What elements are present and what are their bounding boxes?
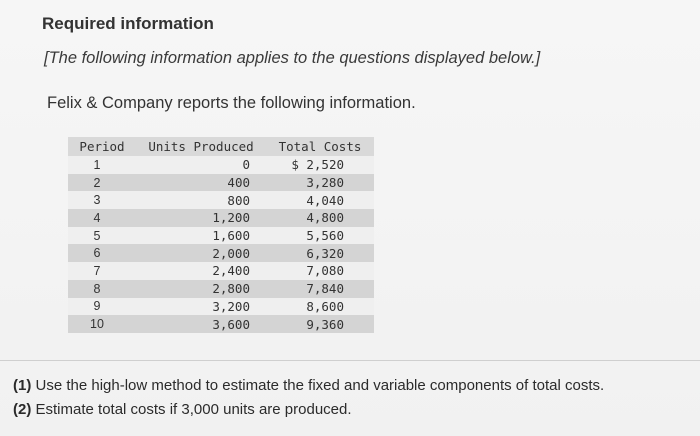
table-row	[68, 227, 374, 245]
cell-costs: 4,040	[266, 191, 374, 209]
cell-costs: 9,360	[266, 315, 374, 333]
cell-period: 10	[68, 315, 136, 333]
table-row	[68, 315, 374, 333]
cell-period: 8	[68, 280, 136, 298]
table-row	[68, 209, 374, 227]
header-period: Period	[68, 137, 136, 156]
section-heading: Required information	[42, 14, 214, 33]
cell-units: 800	[136, 191, 266, 209]
cell-units: 1,600	[136, 227, 266, 245]
cell-costs: 7,080	[266, 262, 374, 280]
question-2-number: (2)	[13, 401, 32, 418]
cell-units: 3,600	[136, 315, 266, 333]
question-1-number: (1)	[13, 377, 32, 394]
cell-units: 1,200	[136, 209, 266, 227]
table-row	[68, 280, 374, 298]
table-row	[68, 156, 374, 174]
cell-units: 2,800	[136, 280, 266, 298]
cell-period: 6	[68, 244, 136, 262]
cell-costs: 7,840	[266, 280, 374, 298]
cell-units: 2,000	[136, 244, 266, 262]
header-units-produced: Units Produced	[136, 137, 266, 156]
table-header-row	[68, 137, 374, 156]
cell-units: 400	[136, 174, 266, 192]
cell-period: 7	[68, 262, 136, 280]
cell-costs: 3,280	[266, 174, 374, 192]
data-table	[68, 137, 374, 333]
cell-units: 0	[136, 156, 266, 174]
cell-units: 2,400	[136, 262, 266, 280]
cell-costs: 4,800	[266, 209, 374, 227]
cell-units: 3,200	[136, 298, 266, 316]
context-note: [The following information applies to the questions displayed below.]	[44, 49, 541, 67]
table-row	[68, 262, 374, 280]
question-2-text: Estimate total costs if 3,000 units are produced.	[31, 401, 352, 418]
cell-costs: 6,320	[266, 244, 374, 262]
header-total-costs: Total Costs	[266, 137, 374, 156]
cell-period: 3	[68, 191, 136, 209]
table-body	[68, 156, 374, 333]
cell-period: 1	[68, 156, 136, 174]
question-1	[13, 377, 604, 394]
table-row	[68, 244, 374, 262]
section-divider	[0, 360, 700, 361]
cell-period: 4	[68, 209, 136, 227]
cell-period: 9	[68, 298, 136, 316]
table-row	[68, 298, 374, 316]
cell-costs: 8,600	[266, 298, 374, 316]
intro-text: Felix & Company reports the following information.	[47, 94, 416, 112]
cell-costs: 5,560	[266, 227, 374, 245]
question-2	[13, 401, 352, 418]
cell-period: 2	[68, 174, 136, 192]
table-row	[68, 191, 374, 209]
cell-period: 5	[68, 227, 136, 245]
table-row	[68, 174, 374, 192]
question-1-text: Use the high-low method to estimate the fixed and variable components of total costs.	[31, 377, 605, 394]
cell-costs: $ 2,520	[266, 156, 374, 174]
